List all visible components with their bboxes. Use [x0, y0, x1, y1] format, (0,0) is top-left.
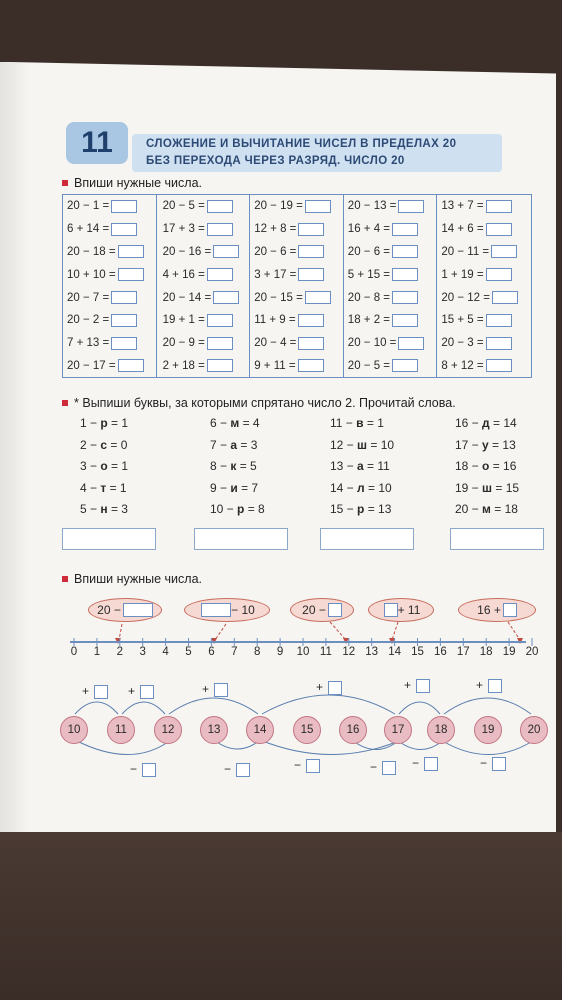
equation-cell — [250, 355, 343, 378]
equation-text: 16 + 4 = — [347, 223, 391, 236]
minus-operation: − — [294, 758, 320, 773]
equation-cell — [157, 218, 250, 241]
tick-label: 1 — [93, 646, 101, 658]
number-circle: 10 — [60, 716, 88, 744]
equation-cell — [344, 332, 437, 355]
expression-oval: 16 + — [458, 598, 536, 622]
answer-field[interactable] — [298, 359, 324, 372]
equation-text: 19 + 1 = — [162, 314, 205, 327]
letter-equation: 9 − и = 7 — [210, 480, 259, 495]
equation-text: 11 + 9 = — [254, 314, 296, 327]
tick-label: 4 — [162, 646, 169, 658]
tick-label: 7 — [231, 646, 238, 658]
equation-cell — [63, 286, 156, 309]
letter-equation: 13 − а = 11 — [330, 459, 390, 473]
letter-equation: 6 − м = 4 — [210, 416, 260, 430]
answer-field[interactable] — [488, 679, 502, 693]
tick-label: 15 — [411, 646, 424, 658]
letter-equation: 12 − ш = 10 — [330, 437, 395, 452]
answer-field[interactable] — [392, 314, 418, 327]
answer-field[interactable] — [118, 359, 144, 372]
equation-text: 12 + 8 = — [254, 223, 297, 236]
minus-operation: − — [224, 762, 250, 777]
tick-label: 12 — [342, 646, 356, 658]
answer-field[interactable] — [118, 268, 144, 281]
answer-field[interactable] — [492, 291, 518, 304]
task1-label: Впиши нужные числа. — [62, 176, 202, 190]
answer-field[interactable] — [392, 359, 418, 372]
answer-field[interactable] — [111, 200, 137, 213]
equation-text: 20 − 11 = — [441, 245, 490, 258]
equation-cell — [157, 309, 250, 332]
answer-field[interactable] — [486, 359, 512, 372]
equation-text: 20 − 5 = — [162, 200, 205, 213]
answer-field[interactable] — [382, 761, 396, 775]
equation-text: 18 + 2 = — [347, 314, 391, 327]
equation-text: 20 − 1 = — [67, 200, 110, 213]
equation-cell — [250, 309, 343, 332]
number-circle: 18 — [427, 716, 455, 744]
answer-field[interactable] — [236, 763, 250, 777]
answer-field[interactable] — [384, 603, 398, 617]
equation-cell — [437, 286, 531, 309]
tick-label: 20 — [525, 646, 539, 658]
expression-oval: 20 − — [290, 598, 354, 622]
letter-equation: 15 − р = 13 — [330, 502, 392, 516]
plus-operation: + — [316, 680, 342, 695]
tick-label: 2 — [116, 646, 123, 658]
letter-equation: 17 − у = 13 — [455, 437, 516, 452]
equation-text: 20 − 2 = — [67, 314, 110, 327]
bullet-icon — [62, 576, 68, 582]
answer-field[interactable] — [213, 291, 239, 304]
answer-field[interactable] — [492, 757, 506, 771]
equations-grid — [62, 194, 532, 378]
equation-cell — [157, 241, 250, 264]
answer-field[interactable] — [306, 759, 320, 773]
answer-field[interactable] — [118, 245, 144, 258]
plus-operation: + — [404, 678, 430, 693]
answer-field[interactable] — [207, 223, 233, 236]
letter-equation: 3 − о = 1 — [80, 459, 129, 473]
answer-field[interactable] — [298, 337, 324, 350]
answer-field[interactable] — [305, 291, 331, 304]
equation-text: 20 − 4 = — [254, 337, 297, 350]
number-circle: 13 — [200, 716, 228, 744]
number-circle: 15 — [293, 716, 321, 744]
tick-label: 6 — [208, 646, 215, 658]
number-circle: 17 — [384, 716, 412, 744]
tick-label: 8 — [253, 646, 261, 658]
letter-equation: 14 − л = 10 — [330, 480, 392, 495]
letter-equation: 10 − р = 8 — [210, 502, 265, 516]
answer-field[interactable] — [207, 337, 233, 350]
equation-cell — [344, 218, 437, 241]
equation-cell — [63, 218, 156, 241]
tick-label: 3 — [139, 646, 146, 658]
number-circle: 12 — [154, 716, 182, 744]
equation-text: 20 − 18 = — [67, 245, 116, 258]
equation-cell — [344, 195, 437, 218]
title-line-1: СЛОЖЕНИЕ И ВЫЧИТАНИЕ ЧИСЕЛ В ПРЕДЕЛАХ 20 — [146, 138, 457, 150]
equation-cell — [344, 241, 437, 264]
equation-cell — [344, 355, 437, 378]
grid-column — [157, 195, 251, 377]
letter-equation: 2 − с = 0 — [80, 437, 128, 452]
equation-cell — [437, 241, 531, 264]
answer-field[interactable] — [298, 245, 324, 258]
answer-field[interactable] — [111, 223, 137, 236]
equation-cell — [250, 195, 343, 218]
equation-text: 14 + 6 = — [441, 223, 484, 236]
bullet-icon — [62, 400, 68, 406]
answer-field[interactable] — [305, 200, 331, 213]
answer-field[interactable] — [213, 245, 239, 258]
answer-field[interactable] — [398, 200, 424, 213]
task2-label: * Выпиши буквы, за которыми спрятано число 2. Прочитай слова. — [62, 396, 456, 410]
answer-field[interactable] — [503, 603, 517, 617]
bullet-icon — [62, 180, 68, 186]
tick-label: 16 — [433, 646, 447, 658]
answer-field[interactable] — [207, 359, 233, 372]
tick-label: 13 — [365, 646, 379, 658]
plus-operation: + — [476, 678, 502, 693]
answer-field[interactable] — [392, 245, 418, 258]
equation-cell — [437, 332, 531, 355]
equation-cell — [344, 263, 437, 286]
lesson-number-badge: 11 — [66, 122, 128, 164]
equation-cell — [63, 355, 156, 378]
equation-cell — [157, 286, 250, 309]
equation-cell — [63, 309, 156, 332]
answer-field[interactable] — [416, 679, 430, 693]
number-circle: 19 — [474, 716, 502, 744]
equation-text: 7 + 13 = — [67, 337, 110, 350]
letter-equation: 8 − к = 5 — [210, 459, 257, 473]
answer-field[interactable] — [486, 268, 512, 281]
equation-text: 20 − 14 = — [162, 291, 212, 304]
equation-text: 20 − 15 = — [254, 291, 303, 304]
equation-text: 10 + 10 = — [67, 268, 116, 281]
equation-text: 20 − 6 = — [254, 245, 297, 258]
number-circle: 16 — [339, 716, 367, 744]
equation-text: 20 − 12 = — [441, 291, 490, 304]
answer-field[interactable] — [392, 268, 418, 281]
equation-text: 20 − 6 = — [347, 245, 391, 258]
equation-text: 20 − 17 = — [67, 359, 116, 372]
answer-field[interactable] — [298, 223, 324, 236]
answer-box-1[interactable] — [62, 528, 156, 550]
number-circle: 20 — [520, 716, 548, 744]
answer-field[interactable] — [207, 314, 233, 327]
letter-equation: 11 − в = 1 — [330, 416, 384, 430]
equation-cell — [250, 332, 343, 355]
equation-cell — [250, 286, 343, 309]
answer-field[interactable] — [491, 245, 517, 258]
tick-label: 19 — [502, 646, 516, 658]
minus-operation: − — [130, 762, 156, 777]
letter-equation: 20 − м = 18 — [455, 502, 518, 516]
equation-cell — [63, 195, 156, 218]
answer-field[interactable] — [398, 337, 424, 350]
answer-field[interactable] — [392, 291, 418, 304]
equation-cell — [157, 332, 250, 355]
tick-label: 5 — [185, 646, 192, 658]
equation-cell — [437, 355, 531, 378]
equation-text: 20 − 16 = — [162, 245, 212, 258]
equation-cell — [250, 241, 343, 264]
minus-operation: − — [412, 756, 438, 771]
grid-column — [250, 195, 344, 377]
equation-text: 5 + 15 = — [347, 268, 391, 281]
equation-cell — [63, 241, 156, 264]
letter-equation: 16 − д = 14 — [455, 416, 517, 430]
answer-field[interactable] — [486, 314, 512, 327]
letter-equation: 18 − о = 16 — [455, 459, 517, 473]
answer-field[interactable] — [424, 757, 438, 771]
answer-field[interactable] — [140, 685, 154, 699]
equation-text: 17 + 3 = — [162, 223, 205, 236]
answer-field[interactable] — [328, 603, 342, 617]
answer-box-4[interactable] — [450, 528, 544, 550]
equation-text: 20 − 7 = — [67, 291, 110, 304]
minus-operation: − — [480, 756, 506, 771]
answer-field[interactable] — [298, 314, 324, 327]
grid-column — [63, 195, 157, 377]
plus-operation: + — [128, 684, 154, 699]
letter-equation: 7 − а = 3 — [210, 437, 258, 452]
answer-box-2[interactable] — [194, 528, 288, 550]
equation-text: 3 + 17 = — [254, 268, 297, 281]
tick-label: 10 — [296, 646, 310, 658]
answer-field[interactable] — [111, 291, 137, 304]
equation-cell — [250, 218, 343, 241]
answer-field[interactable] — [486, 200, 512, 213]
tick-label: 18 — [479, 646, 493, 658]
number-circle: 14 — [246, 716, 274, 744]
expression-oval: − 10 — [184, 598, 270, 622]
equation-cell — [63, 332, 156, 355]
answer-field[interactable] — [328, 681, 342, 695]
equation-cell — [157, 195, 250, 218]
equation-cell — [437, 263, 531, 286]
answer-field[interactable] — [486, 337, 512, 350]
equation-cell — [344, 309, 437, 332]
letter-equation: 5 − н = 3 — [80, 502, 128, 516]
equation-text: 6 + 14 = — [67, 223, 110, 236]
equation-text: 13 + 7 = — [441, 200, 484, 213]
answer-field[interactable] — [142, 763, 156, 777]
tick-label: 11 — [319, 646, 332, 658]
answer-field[interactable] — [111, 337, 137, 350]
answer-field[interactable] — [94, 685, 108, 699]
letter-equation: 4 − т = 1 — [80, 480, 127, 495]
equation-text: 8 + 12 = — [441, 359, 484, 372]
equation-cell — [157, 355, 250, 378]
equation-cell — [344, 286, 437, 309]
number-circle: 11 — [107, 716, 135, 744]
equation-cell — [157, 263, 250, 286]
equation-text: 20 − 3 = — [441, 337, 484, 350]
floor-background — [0, 832, 562, 1000]
answer-field[interactable] — [201, 603, 231, 617]
answer-field[interactable] — [207, 268, 233, 281]
answer-field[interactable] — [123, 603, 153, 617]
answer-field[interactable] — [486, 223, 512, 236]
equation-text: 4 + 16 = — [162, 268, 205, 281]
tick-label: 0 — [70, 646, 78, 658]
tick-label: 14 — [388, 646, 401, 658]
equation-text: 9 + 11 = — [254, 359, 296, 372]
answer-field[interactable] — [111, 314, 137, 327]
equation-text: 1 + 19 = — [441, 268, 484, 281]
equation-cell — [437, 309, 531, 332]
minus-operation: − — [370, 760, 396, 775]
equation-text: 15 + 5 = — [441, 314, 484, 327]
grid-column — [344, 195, 438, 377]
task3-label: Впиши нужные числа. — [62, 572, 202, 586]
equation-text: 20 − 10 = — [347, 337, 397, 350]
equation-text: 20 − 13 = — [347, 200, 397, 213]
equation-text: 2 + 18 = — [162, 359, 205, 372]
equation-cell — [437, 218, 531, 241]
grid-column — [437, 195, 531, 377]
answer-field[interactable] — [207, 200, 233, 213]
equation-cell — [63, 263, 156, 286]
expression-oval: 20 − — [88, 598, 162, 622]
answer-field[interactable] — [298, 268, 324, 281]
equation-text: 20 − 8 = — [347, 291, 391, 304]
letter-equation: 19 − ш = 15 — [455, 480, 520, 495]
tick-label: 9 — [276, 646, 284, 658]
equation-text: 20 − 9 = — [162, 337, 205, 350]
equation-text: 20 − 19 = — [254, 200, 303, 213]
equation-cell — [250, 263, 343, 286]
equation-text: 20 − 5 = — [347, 359, 391, 372]
answer-box-3[interactable] — [320, 528, 414, 550]
plus-operation: + — [82, 684, 108, 699]
equation-cell — [437, 195, 531, 218]
title-line-2: БЕЗ ПЕРЕХОДА ЧЕРЕЗ РАЗРЯД. ЧИСЛО 20 — [146, 155, 405, 167]
answer-field[interactable] — [214, 683, 228, 697]
answer-field[interactable] — [392, 223, 418, 236]
tick-label: 17 — [456, 646, 470, 658]
expression-oval: + 11 — [368, 598, 434, 622]
letter-equation: 1 − р = 1 — [80, 416, 129, 430]
plus-operation: + — [202, 682, 228, 697]
